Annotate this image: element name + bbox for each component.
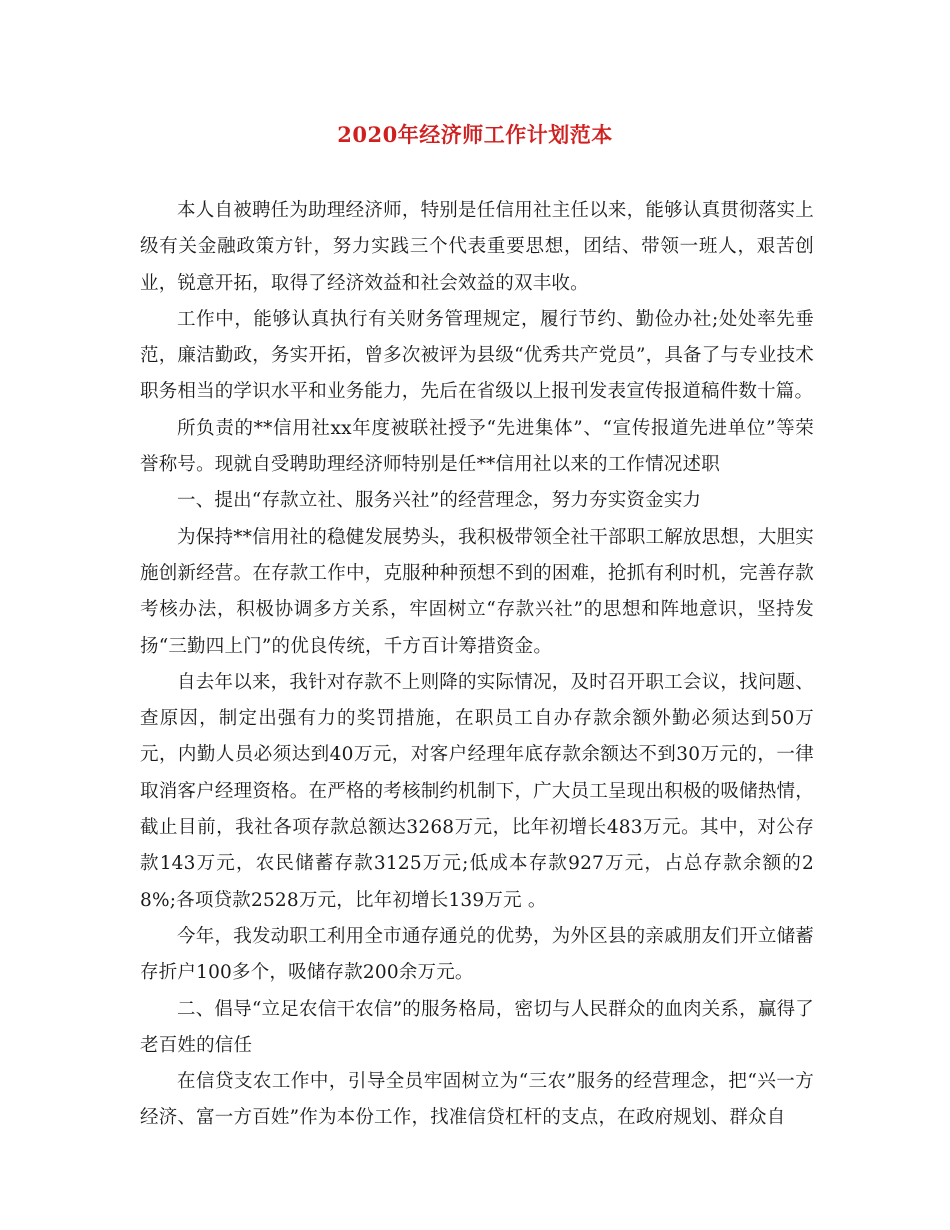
paragraph: 工作中，能够认真执行有关财务管理规定，履行节约、勤俭办社;处处率先垂范，廉洁勤政，务实开拓，曾多次被评为县级“优秀共产党员”，具备了与专业技术职务相当的学识水平和业务能力，先后在省级以上报刊发表宣传报道稿件数十篇。 <box>140 308 814 403</box>
paragraph: 自去年以来，我针对存款不上则降的实际情况，及时召开职工会议，找问题、查原因，制定出强有力的奖罚措施，在职员工自办存款余额外勤必须达到50万元，内勤人员必须达到40万元，对客户经理年底存款余额达不到30万元的，一律取消客户经理资格。在严格的考核制约机制下，广大员工呈现出积极的吸储热情，截止目前，我社各项存款总额达3268万元，比年初增长483万元。其中，对公存款143万元，农民储蓄存款3125万元;低成本存款927万元，占总存款余额的28%;各项贷款2528万元，比年初增长139万元 。 <box>140 671 814 911</box>
section-heading: 一、提出“存款立社、服务兴社”的经营理念，努力夯实资金实力 <box>177 490 702 512</box>
paragraph: 在信贷支农工作中，引导全员牢固树立为“三农”服务的经营理念，把“兴一方经济、富一方百姓”作为本份工作，找准信贷杠杆的支点，在政府规划、群众自 <box>140 1071 814 1129</box>
paragraph: 所负责的**信用社xx年度被联社授予“先进集体”、“宣传报道先进单位”等荣誉称号。现就自受聘助理经济师特别是任**信用社以来的工作情况述职 <box>140 417 814 476</box>
document-body <box>140 193 814 1137</box>
paragraph: 今年，我发动职工利用全市通存通兑的优势，为外区县的亲戚朋友们开立储蓄存折户100多个，吸储存款200余万元。 <box>140 925 814 984</box>
paragraph: 本人自被聘任为助理经济师，特别是任信用社主任以来，能够认真贯彻落实上级有关金融政策方针，努力实践三个代表重要思想，团结、带领一班人，艰苦创业，锐意开拓，取得了经济效益和社会效益的双丰收。 <box>140 200 814 294</box>
document-title: 2020年经济师工作计划范本 <box>337 122 613 147</box>
paragraph: 为保持**信用社的稳健发展势头，我积极带领全社干部职工解放思想，大胆实施创新经营。在存款工作中，克服种种预想不到的困难，抢抓有利时机，完善存款考核办法，积极协调多方关系，牢固树立“存款兴社”的思想和阵地意识，坚持发扬“三勤四上门”的优良传统，千方百计筹措资金。 <box>140 526 814 657</box>
section-heading: 二、倡导“立足农信干农信”的服务格局，密切与人民群众的血肉关系，赢得了老百姓的信任 <box>140 998 814 1056</box>
